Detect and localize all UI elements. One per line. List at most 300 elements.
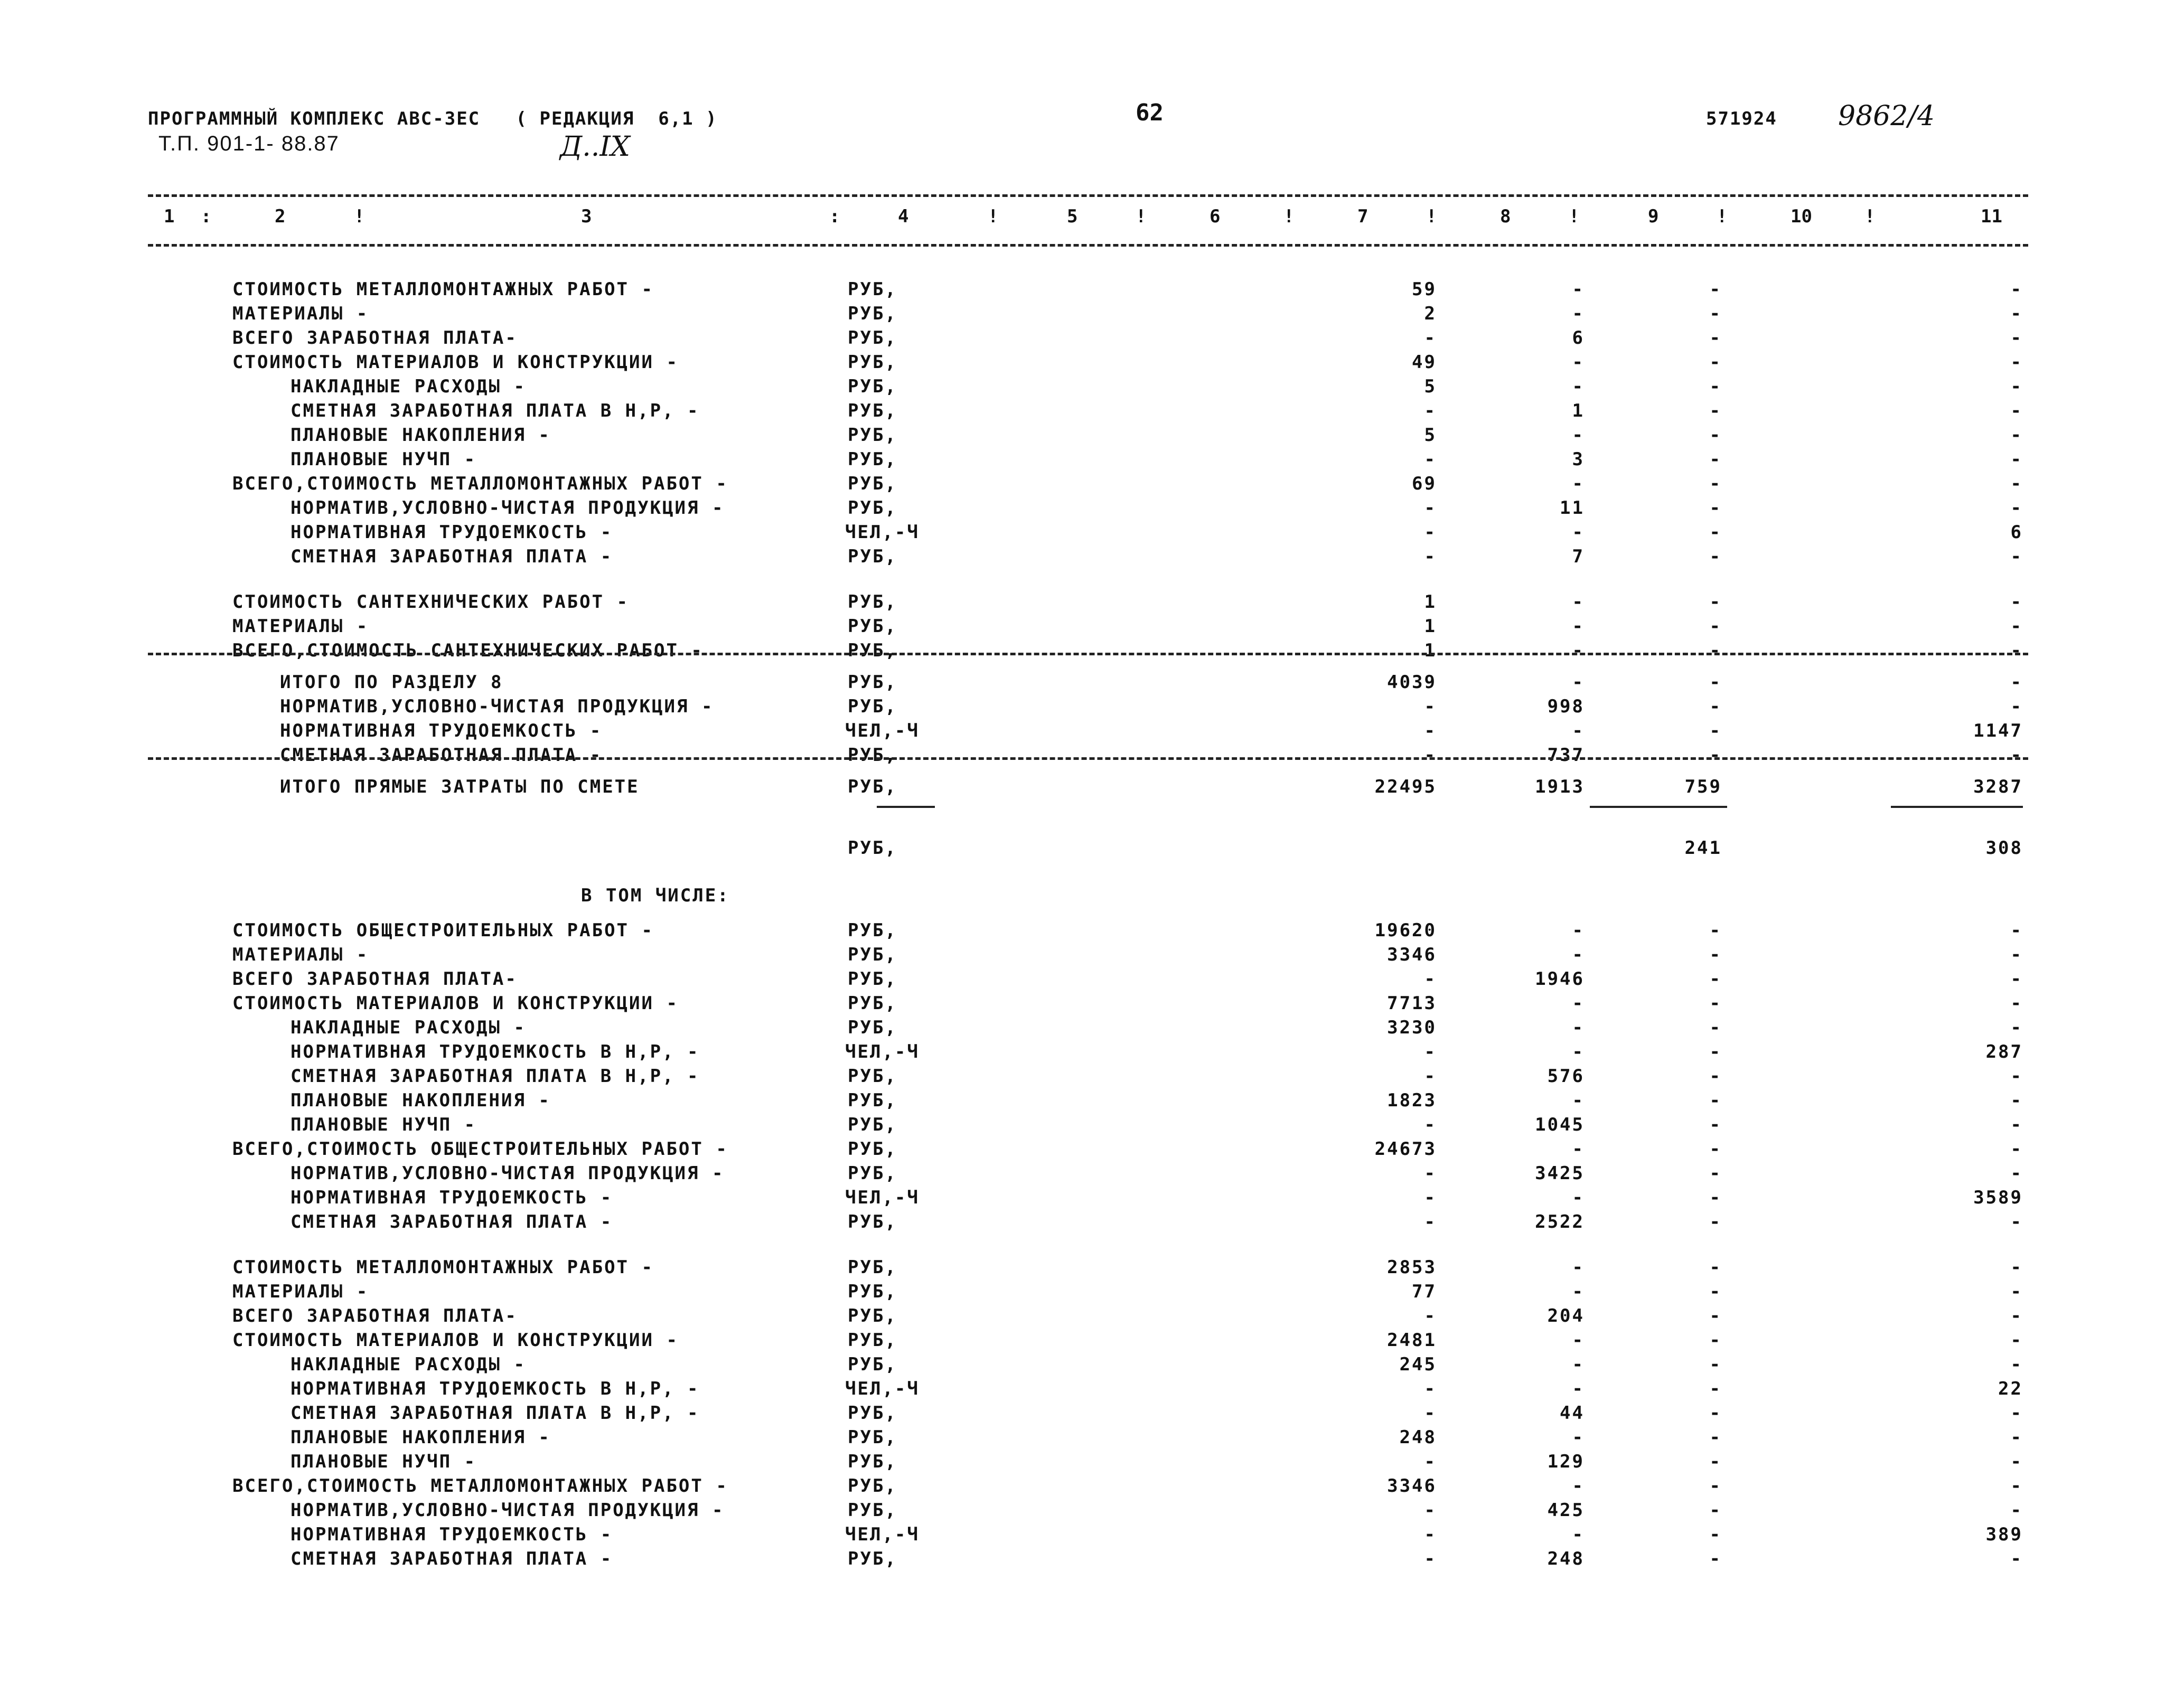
- cell-c8: -: [1572, 993, 1585, 1014]
- row-unit: РУБ,: [848, 1427, 897, 1448]
- cell-c8: -: [1572, 352, 1585, 373]
- column-separator: !: [1283, 206, 1295, 227]
- cell-c11: -: [2010, 279, 2023, 300]
- table-row: [0, 279, 2184, 303]
- row-unit: РУБ,: [848, 546, 897, 567]
- row-unit: ЧЕЛ,-Ч: [845, 1378, 920, 1399]
- row-unit: РУБ,: [848, 1211, 897, 1233]
- row-unit: РУБ,: [848, 303, 897, 324]
- cell-c9: -: [1709, 1330, 1722, 1351]
- cell-c7: -: [1424, 497, 1437, 519]
- section-title: В ТОМ ЧИСЛЕ:: [581, 885, 730, 906]
- table-row: [0, 838, 2184, 862]
- cell-c8: -: [1572, 672, 1585, 693]
- header-rule-bottom: [148, 244, 2028, 247]
- table-row: [0, 944, 2184, 968]
- cell-c11: -: [2010, 672, 2023, 693]
- section-rule: [148, 757, 2028, 760]
- total-underline: [1891, 806, 2023, 808]
- row-unit: РУБ,: [848, 400, 897, 421]
- cell-c11: -: [2010, 1090, 2023, 1111]
- cell-c11: -: [2010, 1211, 2023, 1233]
- table-row: [0, 1500, 2184, 1524]
- row-unit: РУБ,: [848, 425, 897, 446]
- cell-c8: -: [1572, 1090, 1585, 1111]
- cell-c8: 204: [1547, 1305, 1585, 1326]
- cell-c8: -: [1572, 1281, 1585, 1302]
- cell-c7: -: [1424, 1548, 1437, 1569]
- table-row: [0, 1378, 2184, 1403]
- row-unit: РУБ,: [848, 1500, 897, 1521]
- header-rule-top: [148, 194, 2028, 197]
- column-header-6: 6: [1210, 206, 1221, 227]
- column-header-7: 7: [1357, 206, 1368, 227]
- cell-c11: -: [2010, 968, 2023, 990]
- row-label: ВСЕГО,СТОИМОСТЬ МЕТАЛЛОМОНТАЖНЫХ РАБОТ -: [232, 473, 728, 494]
- cell-c8: -: [1572, 920, 1585, 941]
- row-unit: РУБ,: [848, 1281, 897, 1302]
- cell-c7: -: [1424, 1378, 1437, 1399]
- cell-c9: -: [1709, 1403, 1722, 1424]
- cell-c8: -: [1572, 1524, 1585, 1545]
- table-row: [0, 352, 2184, 376]
- cell-c9: -: [1709, 279, 1722, 300]
- cell-c8: -: [1572, 1017, 1585, 1038]
- row-label: НОРМАТИВНАЯ ТРУДОЕМКОСТЬ -: [290, 1524, 613, 1545]
- cell-c8: -: [1572, 616, 1585, 637]
- cell-c8: -: [1572, 303, 1585, 324]
- cell-c7: 59: [1412, 279, 1437, 300]
- column-header-2: 2: [275, 206, 286, 227]
- cell-c7: 248: [1399, 1427, 1437, 1448]
- row-label: СМЕТНАЯ ЗАРАБОТНАЯ ПЛАТА В Н,Р, -: [290, 400, 700, 421]
- row-label: НОРМАТИВНАЯ ТРУДОЕМКОСТЬ В Н,Р, -: [290, 1041, 700, 1062]
- cell-c8: -: [1572, 640, 1585, 661]
- cell-c7: -: [1424, 1163, 1437, 1184]
- table-row: [0, 1281, 2184, 1305]
- cell-c7: 3346: [1387, 944, 1437, 965]
- cell-c7: 7713: [1387, 993, 1437, 1014]
- table-row: [0, 672, 2184, 696]
- column-separator: :: [829, 206, 840, 227]
- cell-c11: 287: [1985, 1041, 2023, 1062]
- cell-c8: 3425: [1535, 1163, 1585, 1184]
- cell-c8: -: [1572, 376, 1585, 397]
- cell-c11: -: [2010, 591, 2023, 613]
- table-row: [0, 522, 2184, 546]
- column-header-1: 1: [164, 206, 175, 227]
- row-label: НОРМАТИВ,УСЛОВНО-ЧИСТАЯ ПРОДУКЦИЯ -: [290, 1163, 725, 1184]
- cell-c11: -: [2010, 1354, 2023, 1375]
- row-unit: РУБ,: [848, 352, 897, 373]
- cell-c7: 3346: [1387, 1475, 1437, 1497]
- row-unit: РУБ,: [848, 672, 897, 693]
- row-label: ИТОГО ПРЯМЫЕ ЗАТРАТЫ ПО СМЕТЕ: [280, 776, 640, 797]
- column-header-8: 8: [1500, 206, 1511, 227]
- row-label: НОРМАТИВНАЯ ТРУДОЕМКОСТЬ -: [290, 522, 613, 543]
- cell-c11: -: [2010, 696, 2023, 717]
- cell-c11: -: [2010, 473, 2023, 494]
- cell-c7: 4039: [1387, 672, 1437, 693]
- table-row: [0, 591, 2184, 616]
- table-row: [0, 1403, 2184, 1427]
- cell-c7: 1: [1424, 591, 1437, 613]
- column-header-9: 9: [1648, 206, 1659, 227]
- row-unit: РУБ,: [848, 1475, 897, 1497]
- cell-c7: -: [1424, 1114, 1437, 1135]
- table-row: [0, 696, 2184, 720]
- cell-c8: -: [1572, 1330, 1585, 1351]
- cell-c11: -: [2010, 497, 2023, 519]
- cell-c9: -: [1709, 400, 1722, 421]
- cell-c9: -: [1709, 522, 1722, 543]
- cell-c8: 576: [1547, 1066, 1585, 1087]
- cell-c8: -: [1572, 1139, 1585, 1160]
- row-unit: РУБ,: [848, 1257, 897, 1278]
- table-row: [0, 1017, 2184, 1041]
- cell-c11: -: [2010, 1403, 2023, 1424]
- row-label: СТОИМОСТЬ МАТЕРИАЛОВ И КОНСТРУКЦИИ -: [232, 993, 679, 1014]
- row-label: ПЛАНОВЫЕ НУЧП -: [290, 1451, 477, 1472]
- cell-c11: -: [2010, 1305, 2023, 1326]
- cell-c8: 11: [1560, 497, 1585, 519]
- row-label: ПЛАНОВЫЕ НУЧП -: [290, 449, 477, 470]
- cell-c9: -: [1709, 376, 1722, 397]
- cell-c7: -: [1424, 968, 1437, 990]
- cell-c11: 1147: [1973, 720, 2023, 741]
- cell-c7: 77: [1412, 1281, 1437, 1302]
- column-separator: !: [1426, 206, 1437, 227]
- cell-c9: -: [1709, 1017, 1722, 1038]
- cell-c7: -: [1424, 546, 1437, 567]
- table-row: [0, 968, 2184, 993]
- cell-c11: -: [2010, 1066, 2023, 1087]
- row-unit: РУБ,: [848, 279, 897, 300]
- cell-c7: -: [1424, 1305, 1437, 1326]
- cell-c8: 3: [1572, 449, 1585, 470]
- cell-c9: -: [1709, 1475, 1722, 1497]
- column-separator: !: [1864, 206, 1876, 227]
- cell-c7: 49: [1412, 352, 1437, 373]
- cell-c8: -: [1572, 425, 1585, 446]
- column-separator: !: [354, 206, 365, 227]
- cell-c8: 737: [1547, 745, 1585, 766]
- row-label: СТОИМОСТЬ МЕТАЛЛОМОНТАЖНЫХ РАБОТ -: [232, 279, 654, 300]
- table-row: [0, 1211, 2184, 1236]
- table-row: [0, 1041, 2184, 1066]
- cell-c11: -: [2010, 376, 2023, 397]
- cell-c8: -: [1572, 1187, 1585, 1208]
- table-row: [0, 1305, 2184, 1330]
- cell-c7: -: [1424, 1066, 1437, 1087]
- row-label: СТОИМОСТЬ МАТЕРИАЛОВ И КОНСТРУКЦИИ -: [232, 1330, 679, 1351]
- table-row: [0, 640, 2184, 664]
- row-unit: РУБ,: [848, 1139, 897, 1160]
- cell-c7: 69: [1412, 473, 1437, 494]
- handwritten-mark: Д..IX: [560, 131, 630, 163]
- cell-c8: 6: [1572, 327, 1585, 349]
- row-label: НАКЛАДНЫЕ РАСХОДЫ -: [290, 1354, 526, 1375]
- cell-c8: 129: [1547, 1451, 1585, 1472]
- row-unit: РУБ,: [848, 1163, 897, 1184]
- table-row: [0, 920, 2184, 944]
- table-row: [0, 1451, 2184, 1475]
- cell-c9: -: [1709, 1305, 1722, 1326]
- section-rule: [148, 653, 2028, 655]
- table-row: [0, 1524, 2184, 1548]
- row-unit: РУБ,: [848, 1114, 897, 1135]
- cell-c11: 3589: [1973, 1187, 2023, 1208]
- row-unit: РУБ,: [848, 473, 897, 494]
- cell-c7: 5: [1424, 425, 1437, 446]
- cell-c7: 19620: [1374, 920, 1437, 941]
- cell-c9: -: [1709, 640, 1722, 661]
- cell-c11: -: [2010, 1257, 2023, 1278]
- cell-c7: 2: [1424, 303, 1437, 324]
- row-label: ПЛАНОВЫЕ НУЧП -: [290, 1114, 477, 1135]
- cell-c8: -: [1572, 720, 1585, 741]
- table-row: [0, 425, 2184, 449]
- cell-c11: -: [2010, 616, 2023, 637]
- table-row: [0, 616, 2184, 640]
- cell-c9: -: [1709, 1187, 1722, 1208]
- row-label: СМЕТНАЯ ЗАРАБОТНАЯ ПЛАТА -: [290, 1211, 613, 1233]
- cell-c8: -: [1572, 944, 1585, 965]
- cell-c7: 245: [1399, 1354, 1437, 1375]
- row-label: МАТЕРИАЛЫ -: [232, 616, 369, 637]
- cell-c8: 44: [1560, 1403, 1585, 1424]
- cell-c11: -: [2010, 1017, 2023, 1038]
- table-row: [0, 993, 2184, 1017]
- row-unit: РУБ,: [848, 497, 897, 519]
- cell-c8: -: [1572, 1427, 1585, 1448]
- cell-c11: -: [2010, 920, 2023, 941]
- table-row: [0, 1548, 2184, 1573]
- cell-c9: -: [1709, 720, 1722, 741]
- cell-c9: -: [1709, 1524, 1722, 1545]
- row-unit: РУБ,: [848, 1066, 897, 1087]
- cell-c11: -: [2010, 546, 2023, 567]
- row-label: СМЕТНАЯ ЗАРАБОТНАЯ ПЛАТА В Н,Р, -: [290, 1066, 700, 1087]
- row-unit: РУБ,: [848, 696, 897, 717]
- cell-c7: -: [1424, 1187, 1437, 1208]
- cell-c11: -: [2010, 425, 2023, 446]
- cell-c8: 1913: [1535, 776, 1585, 797]
- cell-c9: -: [1709, 672, 1722, 693]
- cell-c7: -: [1424, 327, 1437, 349]
- cell-c9: -: [1709, 1451, 1722, 1472]
- cell-c9: -: [1709, 473, 1722, 494]
- row-unit: ЧЕЛ,-Ч: [845, 720, 920, 741]
- cell-c7: -: [1424, 1403, 1437, 1424]
- cell-c7: 2481: [1387, 1330, 1437, 1351]
- cell-c11: -: [2010, 944, 2023, 965]
- document-code: 571924: [1706, 108, 1777, 129]
- cell-c11: -: [2010, 1500, 2023, 1521]
- cell-c8: -: [1572, 1041, 1585, 1062]
- row-unit: РУБ,: [848, 327, 897, 349]
- cell-c8: -: [1572, 1475, 1585, 1497]
- cell-c7: -: [1424, 1500, 1437, 1521]
- handwritten-code: 9862/4: [1838, 100, 1935, 132]
- cell-c11: 389: [1985, 1524, 2023, 1545]
- table-row: [0, 546, 2184, 570]
- cell-c7: -: [1424, 1211, 1437, 1233]
- cell-c11: -: [2010, 1163, 2023, 1184]
- table-row: [0, 1090, 2184, 1114]
- column-header-11: 11: [1981, 206, 2002, 227]
- table-row: [0, 1163, 2184, 1187]
- cell-c9: -: [1709, 1378, 1722, 1399]
- table-row: [0, 497, 2184, 522]
- row-label: НОРМАТИВНАЯ ТРУДОЕМКОСТЬ -: [290, 1187, 613, 1208]
- cell-c9: -: [1709, 303, 1722, 324]
- row-label: МАТЕРИАЛЫ -: [232, 944, 369, 965]
- table-row: [0, 473, 2184, 497]
- cell-c7: -: [1424, 1451, 1437, 1472]
- total-underline: [877, 806, 935, 808]
- column-header-10: 10: [1791, 206, 1812, 227]
- cell-c8: -: [1572, 1378, 1585, 1399]
- cell-c7: -: [1424, 1041, 1437, 1062]
- row-label: НОРМАТИВНАЯ ТРУДОЕМКОСТЬ В Н,Р, -: [290, 1378, 700, 1399]
- table-row: [0, 1257, 2184, 1281]
- table-row: [0, 303, 2184, 327]
- column-separator: !: [1569, 206, 1580, 227]
- row-label: НОРМАТИВ,УСЛОВНО-ЧИСТАЯ ПРОДУКЦИЯ -: [290, 1500, 725, 1521]
- cell-c9: -: [1709, 1257, 1722, 1278]
- row-label: НОРМАТИВ,УСЛОВНО-ЧИСТАЯ ПРОДУКЦИЯ -: [280, 696, 714, 717]
- cell-c9: -: [1709, 993, 1722, 1014]
- cell-c8: -: [1572, 473, 1585, 494]
- cell-c11: -: [2010, 449, 2023, 470]
- cell-c9: -: [1709, 968, 1722, 990]
- row-unit: РУБ,: [848, 776, 897, 797]
- cell-c8: -: [1572, 591, 1585, 613]
- cell-c8: 2522: [1535, 1211, 1585, 1233]
- row-unit: РУБ,: [848, 920, 897, 941]
- row-unit: РУБ,: [848, 1017, 897, 1038]
- row-label: ВСЕГО,СТОИМОСТЬ САНТЕХНИЧЕСКИХ РАБОТ -: [232, 640, 704, 661]
- cell-c11: -: [2010, 1114, 2023, 1135]
- cell-c11: -: [2010, 352, 2023, 373]
- cell-c7: 2853: [1387, 1257, 1437, 1278]
- cell-c11: 308: [1985, 838, 2023, 859]
- cell-c9: 241: [1684, 838, 1722, 859]
- cell-c11: -: [2010, 303, 2023, 324]
- cell-c7: 3230: [1387, 1017, 1437, 1038]
- cell-c9: -: [1709, 352, 1722, 373]
- row-unit: ЧЕЛ,-Ч: [845, 522, 920, 543]
- cell-c7: 5: [1424, 376, 1437, 397]
- cell-c7: -: [1424, 1524, 1437, 1545]
- row-label: ПЛАНОВЫЕ НАКОПЛЕНИЯ -: [290, 1090, 551, 1111]
- cell-c11: -: [2010, 1330, 2023, 1351]
- project-code: Т.П. 901-1- 88.87: [158, 132, 340, 155]
- row-label: МАТЕРИАЛЫ -: [232, 303, 369, 324]
- row-label: СТОИМОСТЬ ОБЩЕСТРОИТЕЛЬНЫХ РАБОТ -: [232, 920, 654, 941]
- column-separator: !: [988, 206, 999, 227]
- cell-c7: -: [1424, 400, 1437, 421]
- row-unit: ЧЕЛ,-Ч: [845, 1187, 920, 1208]
- row-label: ВСЕГО ЗАРАБОТНАЯ ПЛАТА-: [232, 327, 518, 349]
- cell-c11: -: [2010, 1475, 2023, 1497]
- table-row: [0, 449, 2184, 473]
- cell-c11: 6: [2010, 522, 2023, 543]
- cell-c7: -: [1424, 522, 1437, 543]
- row-unit: РУБ,: [848, 968, 897, 990]
- cell-c11: 22: [1998, 1378, 2023, 1399]
- cell-c11: -: [2010, 400, 2023, 421]
- cell-c9: 759: [1684, 776, 1722, 797]
- row-label: ВСЕГО ЗАРАБОТНАЯ ПЛАТА-: [232, 1305, 518, 1326]
- cell-c11: -: [2010, 1451, 2023, 1472]
- table-row: [0, 1114, 2184, 1139]
- row-label: ВСЕГО,СТОИМОСТЬ ОБЩЕСТРОИТЕЛЬНЫХ РАБОТ -: [232, 1139, 728, 1160]
- column-header-3: 3: [581, 206, 592, 227]
- cell-c8: 1946: [1535, 968, 1585, 990]
- cell-c11: -: [2010, 327, 2023, 349]
- row-label: СТОИМОСТЬ МАТЕРИАЛОВ И КОНСТРУКЦИИ -: [232, 352, 679, 373]
- total-underline: [1590, 806, 1727, 808]
- row-unit: РУБ,: [848, 838, 897, 859]
- table-row: [0, 1427, 2184, 1451]
- row-unit: РУБ,: [848, 1403, 897, 1424]
- cell-c9: -: [1709, 591, 1722, 613]
- cell-c9: -: [1709, 1548, 1722, 1569]
- row-label: СМЕТНАЯ ЗАРАБОТНАЯ ПЛАТА -: [280, 745, 603, 766]
- cell-c9: -: [1709, 1139, 1722, 1160]
- cell-c8: 1: [1572, 400, 1585, 421]
- cell-c11: -: [2010, 1281, 2023, 1302]
- program-header: ПРОГРАММНЫЙ КОМПЛЕКС АВС-3ЕС ( РЕДАКЦИЯ 6,1 ): [148, 108, 718, 129]
- cell-c9: -: [1709, 1211, 1722, 1233]
- row-unit: РУБ,: [848, 616, 897, 637]
- cell-c8: -: [1572, 522, 1585, 543]
- row-unit: ЧЕЛ,-Ч: [845, 1041, 920, 1062]
- cell-c7: 1: [1424, 640, 1437, 661]
- row-unit: РУБ,: [848, 640, 897, 661]
- table-row: [0, 745, 2184, 769]
- table-row: [0, 720, 2184, 745]
- row-label: ПЛАНОВЫЕ НАКОПЛЕНИЯ -: [290, 1427, 551, 1448]
- cell-c9: -: [1709, 327, 1722, 349]
- column-headers: [0, 206, 2184, 232]
- cell-c8: 998: [1547, 696, 1585, 717]
- table-row: [0, 376, 2184, 400]
- cell-c9: -: [1709, 696, 1722, 717]
- cell-c11: -: [2010, 1139, 2023, 1160]
- row-unit: РУБ,: [848, 1548, 897, 1569]
- cell-c7: -: [1424, 745, 1437, 766]
- row-label: СТОИМОСТЬ МЕТАЛЛОМОНТАЖНЫХ РАБОТ -: [232, 1257, 654, 1278]
- row-unit: РУБ,: [848, 376, 897, 397]
- row-label: НАКЛАДНЫЕ РАСХОДЫ -: [290, 376, 526, 397]
- cell-c9: -: [1709, 449, 1722, 470]
- cell-c11: 3287: [1973, 776, 2023, 797]
- table-row: [0, 1066, 2184, 1090]
- row-unit: ЧЕЛ,-Ч: [845, 1524, 920, 1545]
- cell-c9: -: [1709, 425, 1722, 446]
- cell-c8: 248: [1547, 1548, 1585, 1569]
- column-header-4: 4: [898, 206, 909, 227]
- row-unit: РУБ,: [848, 1090, 897, 1111]
- cell-c9: -: [1709, 1114, 1722, 1135]
- row-unit: РУБ,: [848, 591, 897, 613]
- cell-c7: -: [1424, 720, 1437, 741]
- row-unit: РУБ,: [848, 1330, 897, 1351]
- row-label: ИТОГО ПО РАЗДЕЛУ 8: [280, 672, 503, 693]
